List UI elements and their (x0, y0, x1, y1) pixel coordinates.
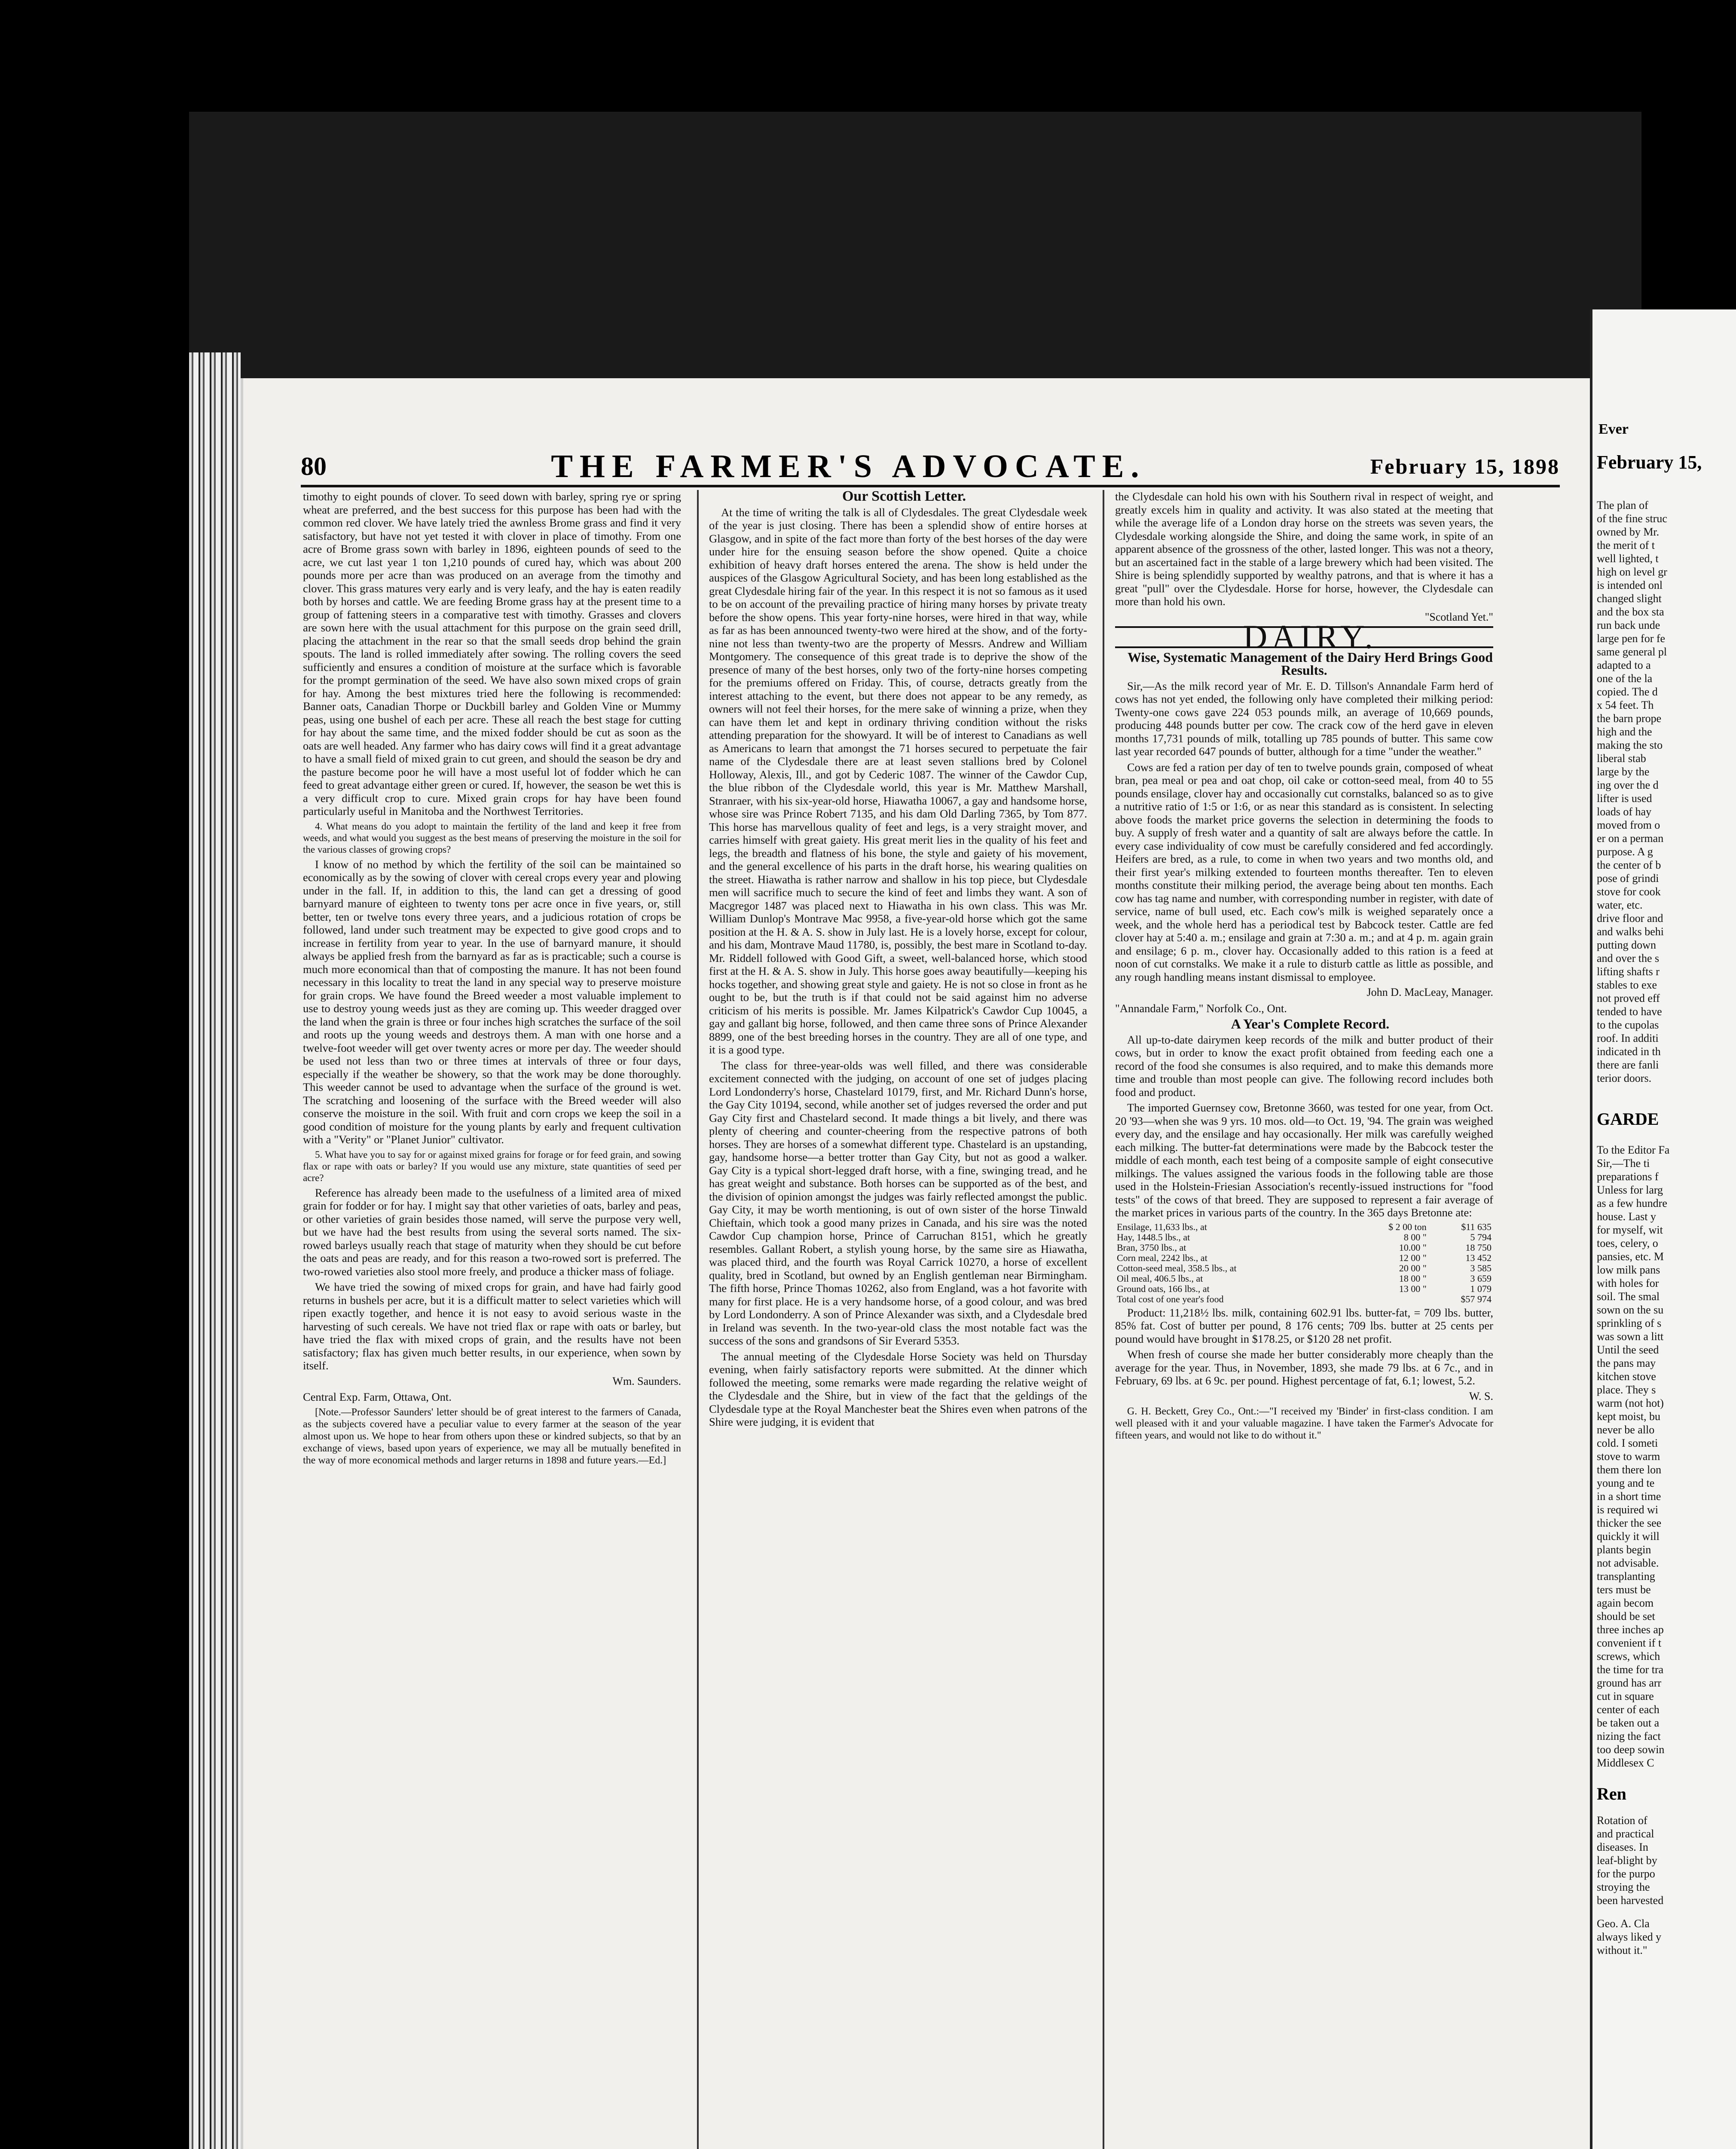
table-row: Cotton-seed meal, 358.5 lbs., at 20 00 " 3 585 (1117, 1262, 1491, 1273)
adjacent-text-line: adapted to a (1597, 659, 1651, 671)
adjacent-text-line: in a short time (1597, 1490, 1661, 1503)
adjacent-text-line: To the Editor Fa (1597, 1144, 1670, 1156)
adjacent-text-line: pose of grindi (1597, 872, 1659, 885)
adjacent-subheading: Ren (1597, 1784, 1626, 1803)
column-3 (1115, 490, 1493, 2149)
adjacent-text-line: cut in square (1597, 1690, 1654, 1702)
adjacent-text-line: Until the seed (1597, 1344, 1659, 1356)
article-title: Wise, Systematic Management of the Dairy Herd Brings Good Results. (1128, 649, 1493, 678)
adjacent-text-line: stove for cook (1597, 885, 1661, 898)
issue-date: February 15, 1898 (1370, 454, 1560, 478)
adjacent-text-line: lifting shafts r (1597, 965, 1660, 978)
adjacent-text-line: house. Last y (1597, 1210, 1656, 1223)
adjacent-text-line: Middlesex C (1597, 1757, 1654, 1769)
adjacent-text-line: with holes for (1597, 1277, 1659, 1289)
adjacent-text-line: center of each (1597, 1703, 1660, 1716)
adjacent-text-line: of the fine struc (1597, 512, 1667, 525)
feed-cost-table (1115, 1222, 1493, 1304)
adjacent-text-line: Geo. A. Cla (1597, 1917, 1650, 1930)
adjacent-text-line: making the sto (1597, 739, 1663, 751)
adjacent-text-line: copied. The d (1597, 686, 1658, 698)
adjacent-text-line: high on level gr (1597, 566, 1667, 578)
column-divider (697, 490, 699, 2149)
adjacent-text-line: lifter is used (1597, 792, 1652, 805)
adjacent-text-line: stables to exe (1597, 979, 1657, 991)
adjacent-text-line: never be allo (1597, 1423, 1655, 1436)
adjacent-text-line: the center of b (1597, 859, 1661, 871)
scan-border-top (0, 0, 1736, 103)
adjacent-text-line: stove to warm (1597, 1450, 1660, 1463)
adjacent-text-line: transplanting (1597, 1570, 1655, 1583)
adjacent-text-line: loads of hay (1597, 805, 1652, 818)
article-paragraph: Reference has already been made to the usefulness of a limited area of mixed grain for fodder or for hay. I might say that other varieties of oats, barley and peas, or other varieties of grain besides those named, will serve the purpose very well, but we have had the best results from using the several sorts named. The six-rowed barleys usually reach that stage of maturity when they should be cut before the oats and peas are ready, and for this reason a two-rowed sort is preferred. The two-rowed varieties also stool more freely, and produce a thicker mass of foliage. (303, 1186, 681, 1278)
article-paragraph: All up-to-date dairymen keep records of the milk and butter product of their cows, but in order to know the exact profit obtained from feeding each one a record of the food she consumes is also required, and to make this demands more time and trouble than most people can give. The following record includes both food and product. (1115, 1033, 1493, 1099)
adjacent-text-line: same general pl (1597, 646, 1667, 658)
adjacent-text-line: moved from o (1597, 819, 1660, 831)
adjacent-text-line: well lighted, t (1597, 552, 1659, 565)
adjacent-text-line: diseases. In (1597, 1841, 1648, 1853)
table-row: Ensilage, 11,633 lbs., at $ 2 00 ton $11 635 (1117, 1221, 1491, 1232)
adjacent-text-line: thicker the see (1597, 1517, 1662, 1529)
adjacent-text-line: Unless for larg (1597, 1184, 1663, 1196)
page-header (301, 447, 1560, 486)
adjacent-text-line: should be set (1597, 1610, 1655, 1622)
adjacent-text-line: tended to have (1597, 1005, 1662, 1018)
adjacent-text-line: high and the (1597, 726, 1652, 738)
adjacent-text-line: them there lon (1597, 1463, 1662, 1476)
adjacent-text-line: the merit of t (1597, 539, 1655, 551)
adjacent-text-line: convenient if t (1597, 1637, 1662, 1649)
author-signature: Wm. Saunders. (612, 1375, 681, 1387)
adjacent-text-line: is required wi (1597, 1503, 1658, 1516)
adjacent-page-header: February 15, (1597, 452, 1702, 473)
adjacent-text-line: without it." (1597, 1944, 1647, 1956)
article-paragraph: The class for three-year-olds was well filled, and there was considerable excitement connected with the judging, on account of one set of judges placing Lord Londonderry's horse, Chastelard 10179, first, and Mr. Richard Dunn's horse, the Gay City 10194, second, while another set of judges reversed the order and put Gay City first and Chastelard second. It made things a bit lively, and there was plenty of cheering and counter-cheering from the respective patrons of both horses. They are horses of a somewhat different type. Chastelard is an upstanding, gay, handsome horse—a better trotter than Gay City, but not as good a walker. Gay City is a typical short-legged draft horse, with a fine, swinging tread, and he has great weight and substance. Both horses can be supported as of the best, and the division of opinion amongst the judges was fairly reflected amongst the public. Gay City, it may be worth mentioning, is out of own sister of the horse Tinwald Chieftain, which took a good many prizes in Canada, and his sire was the noted Cawdor Cup champion horse, Prince of Carruchan 8151, which he greatly resembles. Gallant Robert, a stylish young horse, by the same sire as Hiawatha, was placed third, and the fourth was Royal Carrick 10270, a horse of excellent quality, bred in Scotland, but owned by an English gentleman near Birmingham. The fifth horse, Prince Thomas 10262, also from England, was a hot favorite with many for first place. He is a very handsome horse, of a good colour, and was bred by Lord Londonderry. A son of Prince Alexander was sixth, and a Clydesdale bred in Ireland was seventh. In the two-year-old class the most notable fact was the success of the sons and grandsons of Sir Everard 5353. (709, 1059, 1087, 1347)
adjacent-text-line: and practical (1597, 1828, 1654, 1840)
column-divider (1103, 490, 1104, 2149)
article-paragraph: When fresh of course she made her butter considerably more cheaply than the average for the year. Thus, in November, 1893, she made 79 lbs. at 6 7c., and in February, 69 lbs. at 6 9c. per pound. Highest percentage of fat, 6.1; lowest, 5.2. (1115, 1348, 1493, 1387)
adjacent-text-line: sown on the su (1597, 1304, 1664, 1316)
adjacent-text-line: been harvested (1597, 1894, 1664, 1907)
adjacent-text-line: screws, which (1597, 1650, 1660, 1662)
adjacent-page-column (1597, 1814, 1734, 1907)
adjacent-text-line: to the cupolas (1597, 1019, 1659, 1031)
adjacent-text-line: is intended onl (1597, 579, 1663, 591)
book-binding-edge (189, 352, 241, 2149)
adjacent-text-line: liberal stab (1597, 752, 1646, 765)
adjacent-text-line: er on a perman (1597, 832, 1664, 845)
article-paragraph: The imported Guernsey cow, Bretonne 3660, was tested for one year, from Oct. 20 '93—when she was 9 yrs. 10 mos. old—to Oct. 19, '94. The grain was weighed every day, and the ensilage and hay occasionally. Her milk was carefully weighed each milking. The butter-fat determinations were made by the Babcock tester the middle of each month, each test being of a composite sample of eight consecutive milkings. The values assigned the various foods in the following table are those used in the Holstein-Friesian Association's recently-issued instructions for "food tests" of the cows of that breed. They are supposed to represent a fair average of the market prices in various parts of the country. In the 365 days Bretonne ate: (1115, 1101, 1493, 1219)
adjacent-text-line: water, etc. (1597, 899, 1643, 911)
adjacent-page-column (1597, 499, 1734, 1085)
adjacent-text-line: toes, celery, o (1597, 1237, 1658, 1249)
adjacent-text-line: as a few hundre (1597, 1197, 1667, 1209)
column-1 (303, 490, 681, 2149)
author-signature: John D. MacLeay, Manager. (1366, 986, 1493, 998)
adjacent-text-line: nizing the fact (1597, 1730, 1661, 1742)
adjacent-text-line: and the box sta (1597, 606, 1664, 618)
adjacent-text-line: The plan of (1597, 499, 1648, 511)
author-place: "Annandale Farm," Norfolk Co., Ont. (1115, 1001, 1287, 1015)
adjacent-text-line: quickly it will (1597, 1530, 1660, 1543)
article-paragraph: At the time of writing the talk is all of Clydesdales. The great Clydesdale week of the year is just closing. There has been a splendid show of entire horses at Glasgow, and in spite of the fact more than forty of the best horses of the day were under hire for the ensuing season before the show opened. Quite a choice exhibition of heavy draft horses entered the arena. The show is held under the auspices of the Glasgow Agricultural Society, and has been long established as the great Clydesdale hiring fair of the year. In this respect it is not so famous as it used to be on account of the prevailing practice of hiring many horses by private treaty before the show opens. This year forty-nine horses, were hired in that way, while as far as has been announced twenty-two were hired at the show, and of the forty-nine not less than twenty-two are the property of Messrs. Andrew and William Montgomery. The consequence of this great trade is to deprive the show of the presence of many of the best horses, only two of the forty-nine horses competing for the premiums offered on Friday. This, of course, detracts greatly from the interest attaching to the event, but there does not appear to be any remedy, as owners will not feel their horses, for the mere sake of winning a prize, when they can have them let and kept in ordinary thriving condition without the risks attending preparation for the showyard. It will be of interest to Canadians as well as Americans to learn that amongst the 71 horses secured to perpetuate the fair name of the Clydesdale there are at least seven stallions bred by Colonel Holloway, Alexis, Ill., and got by Cederic 1087. The winner of the Cawdor Cup, the blue ribbon of the Clydesdale world, this year is Mr. Matthew Marshall, Stranraer, with his six-year-old horse, Hiawatha 10067, a gay and handsome horse, whose sire was Prince Robert 7135, and his dam Old Darling 7365, by Tom 877. This horse has marvellous quality of feet and legs, is a very straight mover, and carries himself with great gaiety. His great merit lies in the quality of his feet and legs, the breadth and flatness of his bone, the style and gaiety of his movement, and the general excellence of his parts in the draft horse, his wearing qualities on the street. Hiawatha is rather narrow and shallow in his top piece, but Clydesdale men will sacrifice much to secure the kind of feet and limbs they want. A son of Macgregor 1487 was placed next to Hiawatha in his own class. This was Mr. William Dunlop's Montrave Mac 9958, a five-year-old horse which got the same position at the H. & A. S. show in July last. He is a lovely horse, except for colour, and his dam, Montrave Maud 11780, is, possibly, the best mare in Scotland to-day. Mr. Riddell followed with Good Gift, a sweet, well-balanced horse, which stood first at the H. & A. S. show in July. This horse goes away beautifully—keeping his hocks together, and showing great style and gaiety. He is not so close in front as he ought to be, but the truth is if that could not be said against him no adverse criticism of his merits is possible. Mr. James Kilpatrick's Cawdor Cup 10045, a gay and gallant big horse, followed, and then came three sons of Prince Alexander 8899, one of the best breeding horses in the country. They are all of one type, and it is a good type. (709, 505, 1087, 1056)
adjacent-text-line: changed slight (1597, 592, 1662, 605)
adjacent-text-line: pansies, etc. M (1597, 1250, 1664, 1263)
page-number: 80 (301, 452, 327, 481)
adjacent-text-line: soil. The smal (1597, 1290, 1660, 1303)
adjacent-text-line: young and te (1597, 1477, 1655, 1489)
article-paragraph: timothy to eight pounds of clover. To seed down with barley, spring rye or spring wheat are preferred, and the best success for this purpose has been had with the common red clover. We have lately tried the awnless Brome grass and find it very satisfactory, but have not yet tested it with clover in place of timothy. From one acre of Brome grass sown with barley in 1896, eighteen pounds of seed to the acre, we cut last year 1 ton 1,210 pounds of cured hay, which was about 200 pounds more per acre than was produced on an average from the timothy and clover. This grass matures very early and is very leafy, and the hay is eaten readily both by horses and cattle. We are feeding Brome grass hay at the present time to a group of fattening steers in a comparative test with timothy. Grasses and clovers are sown here with the usual attachment for this purpose on the grain seed drill, placing the attachment in the rear so that the small seeds drop behind the grain spouts. The land is rolled immediately after sowing. The rolling covers the seed sufficiently and ensures a condition of moisture at the surface which is favorable for the prompt germination of the seed. We have also sown mixed crops of grain for hay. Among the best mixtures tried here the following is recommended: Banner oats, Canadian Thorpe or Duckbill barley and Golden Vine or Mummy peas, using one bushel of each per acre. These all reach the best stage for cutting for hay about the same time, and the mixed fodder should be cut as soon as the oats are well headed. Any farmer who has dairy cows will find it a great advantage to have a small field of mixed grain to cut green, and should the season be dry and the pasture become poor he will have a most useful lot of fodder which he can feed to great advantage either green or cured. If, however, the season be wet this is a very difficult crop to cure. Mixed grain crops for hay have been found particularly useful in Manitoba and the Northwest Territories. (303, 490, 681, 817)
adjacent-text-line: one of the la (1597, 672, 1653, 685)
adjacent-text-line: roof. In additi (1597, 1032, 1659, 1044)
adjacent-text-line: not advisable. (1597, 1557, 1659, 1569)
journal-title: THE FARMER'S ADVOCATE. (551, 448, 1146, 484)
adjacent-text-line: was sown a litt (1597, 1330, 1664, 1343)
table-row: Corn meal, 2242 lbs., at 12 00 " 13 452 (1117, 1252, 1491, 1263)
adjacent-text-line: large by the (1597, 765, 1650, 778)
article-paragraph: Sir,—As the milk record year of Mr. E. D. Tillson's Annandale Farm herd of cows has not yet ended, the following only have completed their milking period: Twenty-one cows gave 224 053 pounds milk, an average of 10,669 pounds, producing 448 pounds butter per cow. The crack cow of the herd gave in eleven months 17,731 pounds of milk, totalling up 785 pounds of butter. This same cow last year recorded 647 pounds of butter, although for a time "under the weather." (1115, 679, 1493, 758)
adjacent-text-line: Sir,—The ti (1597, 1157, 1650, 1169)
reader-letter: G. H. Beckett, Grey Co., Ont.:—"I received my 'Binder' in first-class condition. I am well pleased with it and your valuable magazine. I have taken the Farmer's Advocate for fifteen years, and would not like to do without it." (1115, 1406, 1493, 1441)
adjacent-text-line: there are fanli (1597, 1059, 1659, 1071)
adjacent-text-line: stroying the (1597, 1881, 1650, 1893)
adjacent-text-line: putting down (1597, 939, 1656, 951)
adjacent-text-line: kitchen stove (1597, 1370, 1656, 1383)
table-row: Hay, 1448.5 lbs., at 8 00 " 5 794 (1117, 1231, 1491, 1243)
adjacent-text-line: always liked y (1597, 1931, 1662, 1943)
adjacent-top-heading: Ever (1598, 421, 1629, 437)
article-paragraph: We have tried the sowing of mixed crops for grain, and have had fairly good returns in bushels per acre, but it is a difficult matter to select varieties which will ripen exactly together, and hence it is not easy to avoid serious waste in the harvesting of such cereals. We have not tried flax or rape with oats or barley, but have tried the flax with mixed crops of grain, and the results have not been satisfactory; flax has given much better results, in our experience, when sown by itself. (303, 1280, 681, 1372)
adjacent-text-line: kept moist, bu (1597, 1410, 1661, 1423)
adjacent-text-line: large pen for fe (1597, 632, 1666, 645)
adjacent-text-line: sprinkling of s (1597, 1317, 1662, 1329)
adjacent-text-line: again becom (1597, 1597, 1654, 1609)
article-paragraph: Cows are fed a ration per day of ten to twelve pounds grain, composed of wheat bran, pea meal or pea and oat chop, oil cake or cotton-seed meal, from 40 to 55 pounds ensilage, clover hay and occasionally cut cornstalks, balanced so as to give a nutritive ratio of 1:5 or 1:6, or as near this standard as is consistent. In selecting above foods the market price governs the selection in determining the foods to buy. A supply of fresh water and a quantity of salt are always before the cattle. In every case individuality of cow must be carefully considered and fed accordingly. Heifers are bred, as a rule, to come in when two years and two months old, and their first year's milking extended to fourteen months thereafter. Ten to eleven months constitute their milking period, the average being about ten months. Each cow has tag name and number, with corresponding number in register, with date of service, name of bull used, etc. Each cow's milk is weighed separately once a week, and the whole herd has a periodical test by Babcock tester. Cattle are fed clover hay at 5:40 a. m.; ensilage and grain at 7:30 a. m.; and at 4 p. m. again grain and ensilage; 6 p. m., clover hay. Occasionally added to this ration is a feed at noon of cut cornstalks. We make it a rule to disturb cattle as little as possible, and any rough handling means instant dismissal to employee. (1115, 760, 1493, 983)
adjacent-text-line: ground has arr (1597, 1677, 1662, 1689)
adjacent-text-line: the barn prope (1597, 712, 1662, 725)
article-paragraph: Product: 11,218½ lbs. milk, containing 602.91 lbs. butter-fat, = 709 lbs. butter, 85% fat. Cost of butter per pound, 8 176 cents; 709 lbs. butter at 25 cents per pound would have brought in $178.25, or $120 28 net profit. (1115, 1306, 1493, 1345)
adjacent-text-line: for myself, wit (1597, 1224, 1663, 1236)
header-rule (301, 485, 1560, 487)
article-paragraph: The annual meeting of the Clydesdale Horse Society was held on Thursday evening, when fairly satisfactory reports were submitted. At the dinner which followed the meeting, some remarks were made regarding the relative weight of the Clydesdale and the Shire, but in view of the fact that the geldings of the Clydesdale type at the Royal Manchester beat the Shires even when patrons of the Shire were judging, it is evident that (709, 1350, 1087, 1428)
question-paragraph: 4. What means do you adopt to maintain the fertility of the land and keep it free from weeds, and what would you suggest as the best means of preserving the moisture in the soil for the various classes of growing crops? (303, 820, 681, 855)
editor-note: [Note.—Professor Saunders' letter should be of great interest to the farmers of Canada, as the subjects covered have a peculiar value to every farmer at the season of the year almost upon us. We hope to hear from others upon these or kindred subjects, so that by an exchange of views, based upon years of experience, we may all be mutually benefited in the way of more economical methods and larger returns in 1898 and future years.—Ed.] (303, 1406, 681, 1466)
adjacent-text-line: three inches ap (1597, 1623, 1664, 1636)
adjacent-page-column (1597, 1143, 1734, 1769)
adjacent-text-line: warm (not hot) (1597, 1397, 1664, 1409)
adjacent-text-line: owned by Mr. (1597, 526, 1660, 538)
adjacent-text-line: x 54 feet. Th (1597, 699, 1654, 711)
article-paragraph: the Clydesdale can hold his own with his Southern rival in respect of weight, and greatly excels him in quality and activity. It was also stated at the meeting that while the average life of a London dray horse on the streets was seven years, the Clydesdale working alongside the Shire, and doing the same work, in spite of an apparent absence of the grossness of the other, lasted longer. This was not a theory, but an ascertained fact in the stable of a large brewery which had been visited. The Shire is being splendidly supported by wealthy patrons, and that is where it has a great "pull" over the Clydesdale. Horse for horse, however, the Clydesdale can more than hold his own. (1115, 490, 1493, 608)
article-paragraph: I know of no method by which the fertility of the soil can be maintained so economically as by the sowing of clover with cereal crops every year and plowing under in the fall. If, in addition to this, the land can get a dressing of good barnyard manure of eighteen to twenty tons per acre once in five years, or, still better, ten or twelve tons every three years, and a judicious rotation of crops be followed, land under such treatment may be expected to give good crops and to increase in fertility from year to year. In the use of barnyard manure, it should always be applied fresh from the barnyard as far as is practicable; such a course is much more economical than that of composting the manure. It has not been found necessary in this locality to treat the land in any special way to preserve moisture for grain crops. We have found the Breed weeder a most valuable implement to use to destroy young weeds just as they are coming up. This weeder dragged over the land when the grain is three or four inches high scratches the surface of the soil and roots up the young weeds and destroys them. A man with one horse and a twelve-foot weeder will get over twenty acres or more per day. The weeder should be used not less than two or three times at intervals of three or four days, especially if the weather be showery, so that the work may be done thoroughly. This weeder cannot be used to advantage when the surface of the ground is wet. The scratching and loosening of the surface with the Breed weeder will also conserve the moisture in the soil. With fruit and corn crops we keep the soil in a good condition of moisture for the young plants by early and frequent cultivation with a "Verity" or "Planet Junior" cultivator. (303, 857, 681, 1146)
adjacent-text-line: drive floor and (1597, 912, 1663, 924)
adjacent-text-line: the time for tra (1597, 1663, 1664, 1676)
adjacent-text-line: run back unde (1597, 619, 1660, 631)
adjacent-text-line: and walks behi (1597, 925, 1664, 938)
author-signature: W. S. (1469, 1390, 1493, 1402)
adjacent-text-line: preparations f (1597, 1170, 1659, 1183)
adjacent-text-line: purpose. A g (1597, 845, 1653, 858)
adjacent-text-line: for the purpo (1597, 1867, 1655, 1880)
question-paragraph: 5. What have you to say for or against mixed grains for forage or for feed grain, and sowing flax or rape with oats or barley? If you would use any mixture, state quantities of seed per acre? (303, 1149, 681, 1183)
section-heading-dairy: DAIRY. (1115, 626, 1493, 648)
adjacent-text-line: be taken out a (1597, 1717, 1660, 1729)
adjacent-text-line: cold. I someti (1597, 1437, 1658, 1449)
article-title: A Year's Complete Record. (1231, 1016, 1390, 1032)
table-row: Oil meal, 406.5 lbs., at 18 00 " 3 659 (1117, 1273, 1491, 1284)
adjacent-text-line: and over the s (1597, 952, 1660, 964)
adjacent-text-line: not proved eff (1597, 992, 1660, 1004)
adjacent-section-heading: GARDE (1597, 1109, 1659, 1129)
author-place: Central Exp. Farm, Ottawa, Ont. (303, 1390, 452, 1403)
adjacent-text-line: indicated in th (1597, 1045, 1661, 1058)
table-row: Bran, 3750 lbs., at 10.00 " 18 750 (1117, 1242, 1491, 1253)
adjacent-text-line: too deep sowin (1597, 1743, 1665, 1756)
table-row: Ground oats, 166 lbs., at 13 00 " 1 079 (1117, 1283, 1491, 1294)
author-signature: "Scotland Yet." (1424, 610, 1493, 623)
adjacent-text-line: plants begin (1597, 1543, 1651, 1556)
adjacent-text-line: leaf-blight by (1597, 1854, 1657, 1867)
adjacent-text-line: ing over the d (1597, 779, 1659, 791)
adjacent-text-line: low milk pans (1597, 1264, 1660, 1276)
table-total-row: Total cost of one year's food $57 974 (1117, 1293, 1491, 1304)
adjacent-text-line: ters must be (1597, 1583, 1651, 1596)
adjacent-page (1590, 309, 1736, 2149)
adjacent-text-line: the pans may (1597, 1357, 1656, 1369)
adjacent-text-line: Rotation of (1597, 1814, 1647, 1827)
adjacent-page-column (1597, 1917, 1734, 1957)
article-title: Our Scottish Letter. (842, 490, 966, 504)
column-2 (709, 490, 1087, 2149)
adjacent-text-line: terior doors. (1597, 1072, 1652, 1084)
adjacent-text-line: place. They s (1597, 1384, 1656, 1396)
